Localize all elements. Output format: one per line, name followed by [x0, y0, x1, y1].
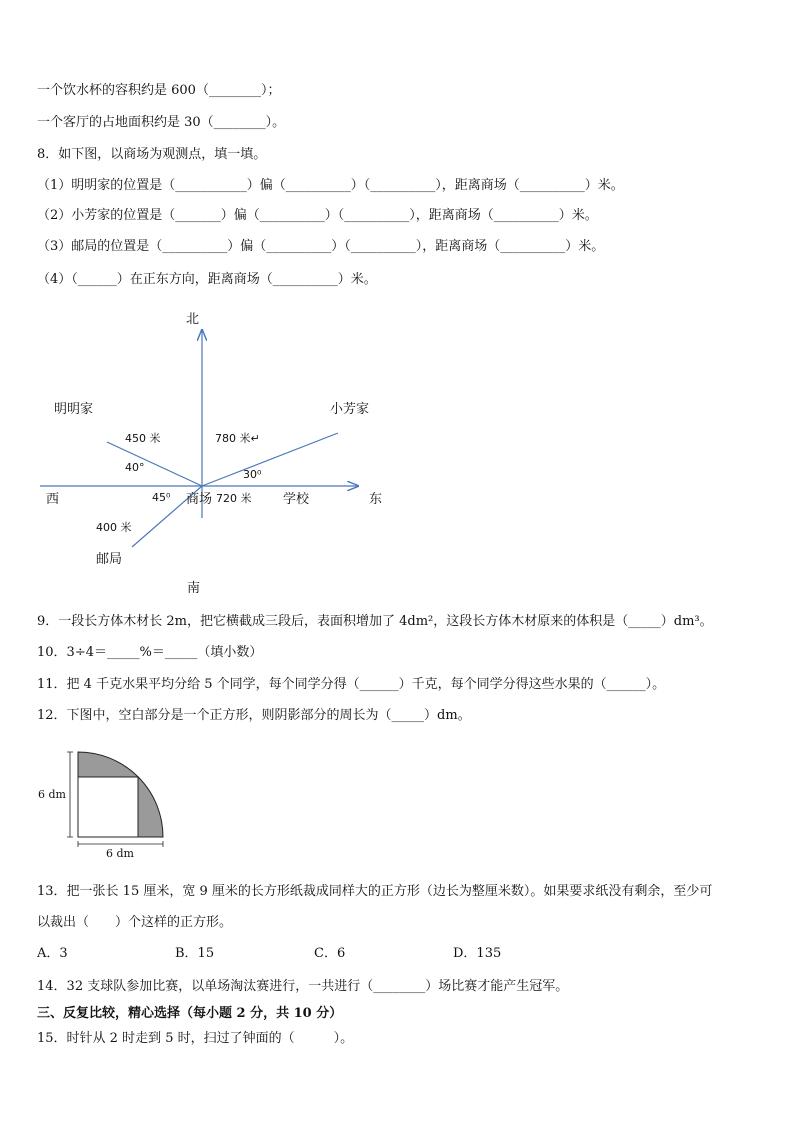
- side-length-label: 6 dm: [38, 788, 66, 801]
- center-label: 商场: [186, 492, 213, 507]
- q13-option-d[interactable]: D．135: [453, 946, 502, 961]
- question-8: 8．如下图，以商场为观测点，填一填。: [37, 147, 267, 162]
- figure-quarter-circle: [36, 750, 176, 865]
- dist-xiaofang-label: 780 米↵: [215, 432, 260, 445]
- post-label: 邮局: [96, 552, 123, 567]
- question-11: 11．把 4 千克水果平均分给 5 个同学，每个同学分得（______）千克，每个同学分得这些水果的（______）。: [37, 677, 666, 692]
- dist-mingming-label: 450 米: [125, 432, 161, 445]
- section-3-heading: 三、反复比较，精心选择（每小题 2 分，共 10 分）: [37, 1006, 343, 1021]
- east-label: 东: [369, 492, 383, 507]
- line-cup-volume: 一个饮水杯的容积约是 600（________）；: [37, 83, 281, 98]
- q13-option-a[interactable]: A．3: [37, 946, 68, 961]
- question-15: 15．时针从 2 时走到 5 时，扫过了钟面的（ ）。: [37, 1031, 354, 1046]
- ray-mingming: [107, 442, 202, 486]
- question-8-part-4: （4）（______）在正东方向，距离商场（__________）米。: [37, 272, 377, 287]
- question-12: 12．下图中，空白部分是一个正方形，则阴影部分的周长为（_____）dm。: [37, 708, 471, 723]
- question-8-part-2: （2）小芳家的位置是（_______）偏（__________）（__________），距离商场（__________）米。: [37, 208, 598, 223]
- school-label: 学校: [283, 492, 310, 507]
- north-label: 北: [186, 312, 200, 327]
- south-label: 南: [187, 581, 201, 596]
- west-label: 西: [46, 492, 60, 507]
- white-square: [78, 777, 138, 837]
- angle-xiaofang-label: 30⁰: [243, 468, 262, 481]
- question-8-part-1: （1）明明家的位置是（___________）偏（__________）（__________），距离商场（__________）米。: [37, 178, 624, 193]
- xiaofang-label: 小芳家: [330, 402, 370, 417]
- question-10: 10．3÷4＝_____%＝_____（填小数）: [37, 645, 263, 660]
- mingming-label: 明明家: [54, 402, 94, 417]
- bottom-length-label: 6 dm: [106, 847, 134, 860]
- dist-school-label: 720 米: [216, 492, 252, 505]
- question-13-line-2: 以裁出（ ）个这样的正方形。: [37, 915, 233, 930]
- question-14: 14．32 支球队参加比赛，以单场淘汰赛进行，一共进行（________）场比赛才能产生冠军。: [37, 979, 569, 994]
- compass-diagram: [0, 300, 420, 605]
- dist-post-label: 400 米: [96, 521, 132, 534]
- question-13-line-1: 13．把一张长 15 厘米，宽 9 厘米的长方形纸裁成同样大的正方形（边长为整厘米数）。如果要求纸没有剩余，至少可: [37, 884, 713, 899]
- line-room-area: 一个客厅的占地面积约是 30（________）。: [37, 115, 286, 130]
- q13-option-c[interactable]: C．6: [314, 946, 346, 961]
- question-9: 9．一段长方体木材长 2m，把它横截成三段后，表面积增加了 4dm²，这段长方体木材原来的体积是（_____）dm³。: [37, 614, 713, 629]
- question-8-part-3: （3）邮局的位置是（__________）偏（__________）（__________），距离商场（__________）米。: [37, 239, 605, 254]
- q13-option-b[interactable]: B．15: [175, 946, 215, 961]
- angle-post-label: 45⁰: [152, 491, 171, 504]
- angle-mingming-label: 40°: [125, 461, 145, 474]
